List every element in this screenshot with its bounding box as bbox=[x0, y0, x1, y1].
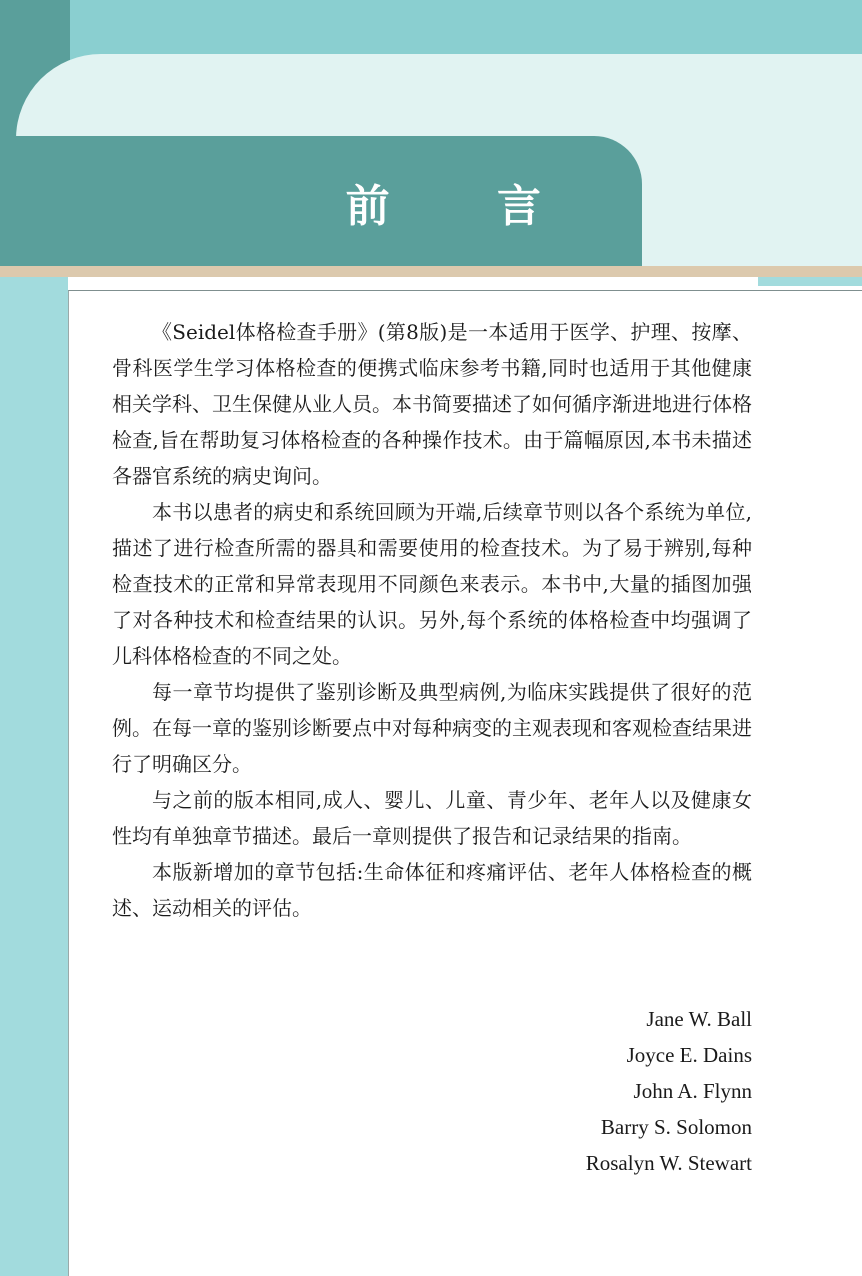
paragraph: 每一章节均提供了鉴别诊断及典型病例,为临床实践提供了很好的范例。在每一章的鉴别诊断要点中对每种病变的主观表现和客观检查结果进行了明确区分。 bbox=[112, 680, 752, 776]
author-name: Rosalyn W. Stewart bbox=[585, 1151, 752, 1175]
header-divider bbox=[0, 266, 862, 277]
author-signatures bbox=[586, 1001, 752, 1181]
left-margin-column bbox=[0, 277, 68, 1276]
thin-band-white bbox=[68, 277, 758, 286]
preface-body bbox=[112, 314, 752, 926]
title-block bbox=[0, 136, 642, 268]
paragraph: 本版新增加的章节包括:生命体征和疼痛评估、老年人体格检查的概述、运动相关的评估。 bbox=[112, 860, 752, 920]
page-title: 前 言 bbox=[345, 181, 587, 232]
author-name: Jane W. Ball bbox=[646, 1007, 752, 1031]
paragraph: 本书以患者的病史和系统回顾为开端,后续章节则以各个系统为单位,描述了进行检查所需的器具和需要使用的检查技术。为了易于辨别,每种检查技术的正常和异常表现用不同颜色来表示。本书中,大量的插图加强了对各种技术和检查结果的认识。另外,每个系统的体格检查中均强调了儿科体格检查的不同之处。 bbox=[112, 500, 752, 668]
author-name: Joyce E. Dains bbox=[626, 1043, 752, 1067]
author-name: Barry S. Solomon bbox=[600, 1115, 752, 1139]
paragraph: 与之前的版本相同,成人、婴儿、儿童、青少年、老年人以及健康女性均有单独章节描述。最后一章则提供了报告和记录结果的指南。 bbox=[112, 788, 752, 848]
author-name: John A. Flynn bbox=[633, 1079, 752, 1103]
paragraph: 《Seidel体格检查手册》(第8版)是一本适用于医学、护理、按摩、骨科医学生学习体格检查的便携式临床参考书籍,同时也适用于其他健康相关学科、卫生保健从业人员。本书简要描述了如何循序渐进地进行体格检查,旨在帮助复习体格检查的各种操作技术。由于篇幅原因,本书未描述各器官系统的病史询问。 bbox=[112, 320, 752, 488]
